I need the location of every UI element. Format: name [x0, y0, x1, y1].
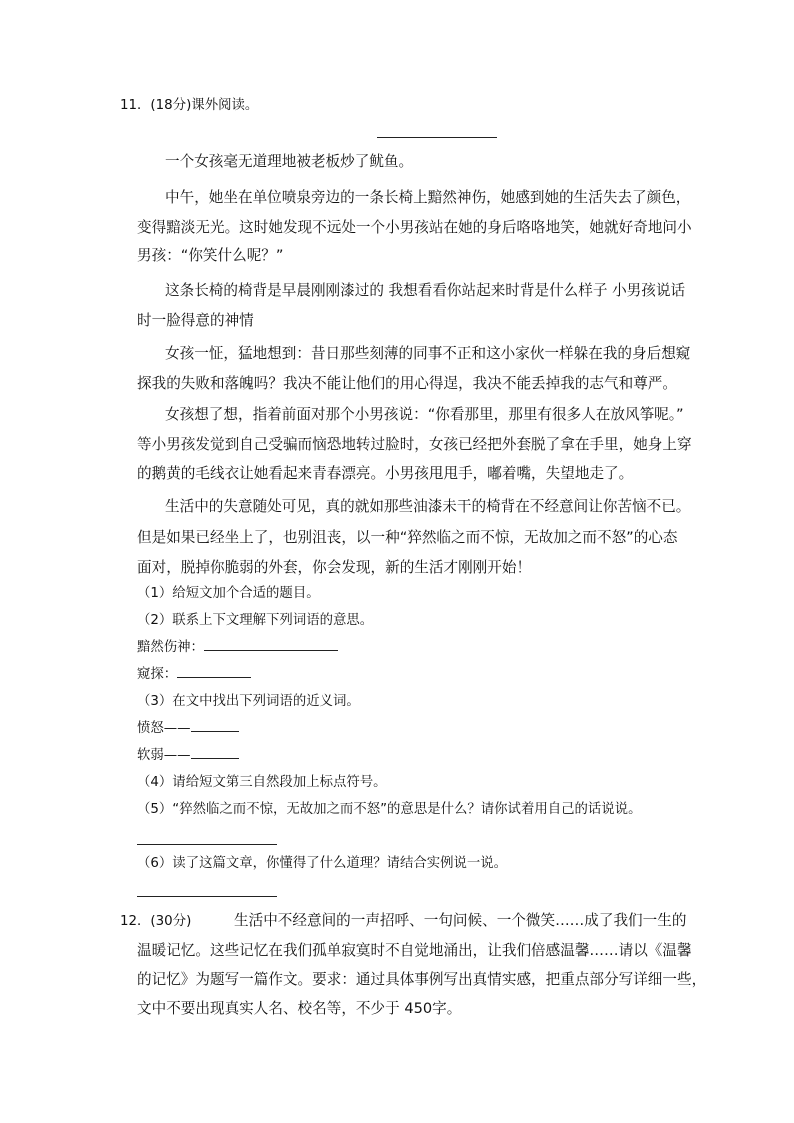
story-p2-line3: 男孩：“你笑什么呢？”	[137, 247, 284, 264]
story-p5-line2: 等小男孩发觉到自己受骗而恼恐地转过脸时，女孩已经把外套脱了拿在手里，她身上穿	[137, 436, 692, 453]
story-p6-line1: 生活中的失意随处可见，真的就如那些油漆未干的椅背在不经意间让你苦恼不已。	[165, 498, 691, 515]
story-p3-line2: 时一脸得意的神情	[137, 312, 254, 329]
story-p4-line2: 探我的失败和落魄吗？我决不能让他们的用心得逞，我决不能丢掉我的志气和尊严。	[137, 375, 677, 392]
q11-sub2-word1-label: 黯然伤神：	[137, 640, 204, 655]
q11-sub2: （2）联系上下文理解下列词语的意思。	[137, 613, 374, 628]
story-p2-line1: 中午，她坐在单位喷泉旁边的一条长椅上黯然神伤，她感到她的生活失去了颜色，	[165, 189, 691, 206]
q11-sub5: （5）“猝然临之而不惊，无故加之而不怒”的意思是什么？请你试着用自己的话说说。	[137, 802, 642, 817]
q11-sub3-word2-label: 软弱——	[137, 748, 191, 763]
q11-sub4: （4）请给短文第三自然段加上标点符号。	[137, 775, 387, 790]
story-p6-line3: 面对，脱掉你脆弱的外套，你会发现，新的生活才刚刚开始！	[137, 559, 532, 576]
story-p6-line2: 但是如果已经坐上了，也别沮丧，以一种“猝然临之而不惊，无故加之而不怒”的心态	[137, 529, 678, 546]
story-p2-line2: 变得黯淡无光。这时她发现不远处一个小男孩站在她的身后咯咯地笑，她就好奇地问小	[137, 219, 692, 236]
story-p3-line1: 这条长椅的椅背是早晨刚刚漆过的 我想看看你站起来时背是什么样子 小男孩说话	[165, 282, 686, 299]
story-p5-line3: 的鹅黄的毛线衣让她看起来青春漂亮。小男孩甩甩手，嘟着嘴，失望地走了。	[137, 465, 634, 482]
q11-sub2-word2	[137, 668, 251, 681]
q11-sub3: （3）在文中找出下列词语的近义词。	[137, 694, 360, 709]
answer-blank-2[interactable]	[177, 676, 251, 678]
story-p1: 一个女孩毫无道理地被老板炒了鱿鱼。	[165, 153, 414, 170]
q12-line3: 的记忆》为题写一篇作文。要求：通过具体事例写出真情实感，把重点部分写详细一些，	[137, 971, 707, 988]
q11-sub2-word2-label: 窥探：	[137, 667, 178, 682]
q11-sub2-word1	[137, 641, 338, 654]
answer-blank-4[interactable]	[191, 757, 239, 759]
story-p5-line1: 女孩想了想，指着前面对那个小男孩说：“你看那里，那里有很多人在放风筝呢。”	[165, 406, 684, 423]
q12-number: 12．(30分)	[120, 914, 192, 929]
answer-blank-3[interactable]	[191, 730, 239, 732]
answer-blank-1[interactable]	[204, 649, 338, 651]
answer-line-6[interactable]	[137, 896, 277, 897]
answer-line-5[interactable]	[137, 844, 277, 845]
story-p4-line1: 女孩一怔，猛地想到：昔日那些刻薄的同事不正和这小家伙一样躲在我的身后想窥	[165, 345, 691, 362]
q11-header: 11．(18分)课外阅读。	[120, 98, 259, 113]
title-blank	[377, 137, 497, 138]
q11-sub1: （1）给短文加个合适的题目。	[137, 586, 320, 601]
q12-line4: 文中不要出现真实人名、校名等，不少于 450字。	[137, 1000, 462, 1017]
q11-sub3-word1	[137, 722, 239, 735]
q11-sub3-word1-label: 愤怒——	[137, 721, 191, 736]
q11-sub3-word2	[137, 749, 239, 762]
q11-sub6: （6）读了这篇文章，你懂得了什么道理？请结合实例说一说。	[137, 856, 508, 871]
q12-line2: 温暖记忆。这些记忆在我们孤单寂寞时不自觉地涌出，让我们倍感温馨……请以《温馨	[137, 942, 692, 959]
q12-line1: 生活中不经意间的一声招呼、一句问候、一个微笑……成了我们一生的	[234, 912, 687, 929]
